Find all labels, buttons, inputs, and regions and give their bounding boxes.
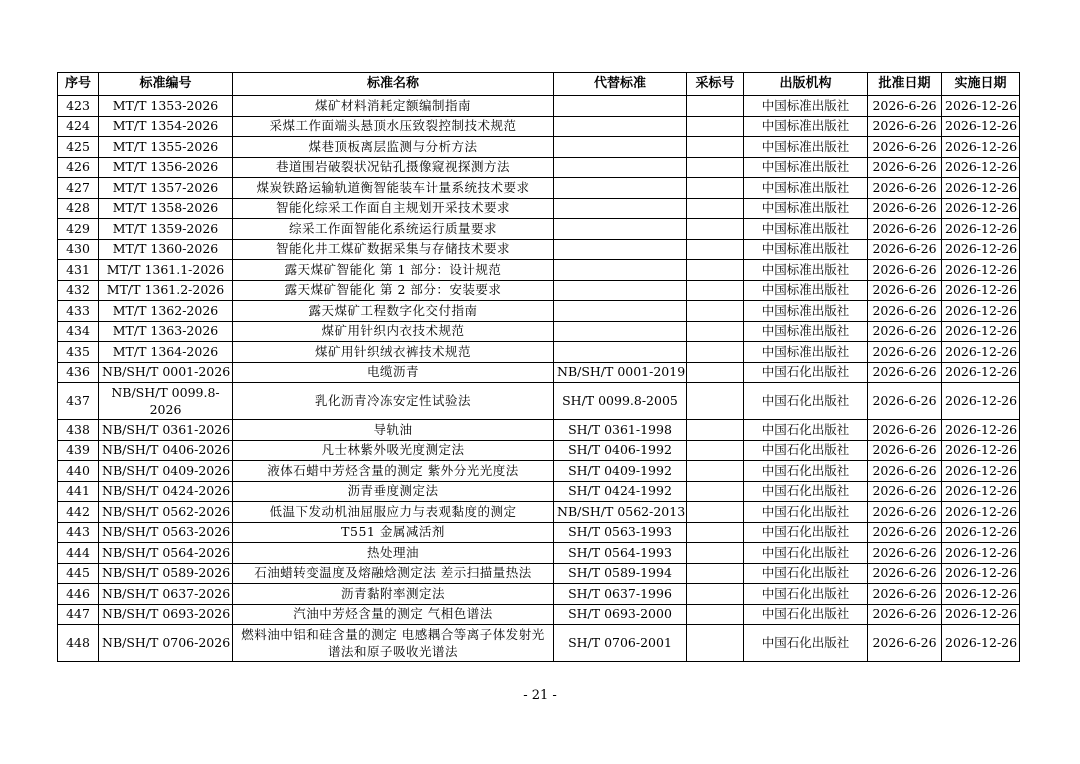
cell-approve-date: 2026-6-26 [868, 239, 942, 260]
cell-approve-date: 2026-6-26 [868, 137, 942, 158]
cell-replaces [554, 219, 687, 240]
cell-seq: 445 [58, 563, 99, 584]
cell-code: NB/SH/T 0099.8-2026 [99, 383, 233, 420]
cell-effective-date: 2026-12-26 [942, 198, 1020, 219]
cell-approve-date: 2026-6-26 [868, 362, 942, 383]
cell-code: MT/T 1361.1-2026 [99, 260, 233, 281]
cell-effective-date: 2026-12-26 [942, 280, 1020, 301]
cell-name: 智能化综采工作面自主规划开采技术要求 [233, 198, 554, 219]
cell-approve-date: 2026-6-26 [868, 178, 942, 199]
cell-approve-date: 2026-6-26 [868, 522, 942, 543]
cell-effective-date: 2026-12-26 [942, 461, 1020, 482]
cell-approve-date: 2026-6-26 [868, 604, 942, 625]
cell-approve-date: 2026-6-26 [868, 321, 942, 342]
cell-name: 低温下发动机油屈服应力与表观黏度的测定 [233, 502, 554, 523]
table-row [58, 625, 1020, 662]
cell-adopted [687, 481, 744, 502]
table-row [58, 116, 1020, 137]
cell-effective-date: 2026-12-26 [942, 502, 1020, 523]
table-row [58, 260, 1020, 281]
cell-approve-date: 2026-6-26 [868, 563, 942, 584]
header-adopted: 采标号 [687, 73, 744, 96]
table-row [58, 96, 1020, 117]
cell-approve-date: 2026-6-26 [868, 260, 942, 281]
cell-approve-date: 2026-6-26 [868, 157, 942, 178]
cell-publisher: 中国标准出版社 [744, 260, 868, 281]
cell-seq: 435 [58, 342, 99, 363]
cell-effective-date: 2026-12-26 [942, 543, 1020, 564]
cell-seq: 443 [58, 522, 99, 543]
cell-adopted [687, 219, 744, 240]
cell-adopted [687, 137, 744, 158]
cell-seq: 448 [58, 625, 99, 662]
cell-effective-date: 2026-12-26 [942, 342, 1020, 363]
table-row [58, 543, 1020, 564]
cell-publisher: 中国石化出版社 [744, 420, 868, 441]
cell-publisher: 中国石化出版社 [744, 584, 868, 605]
cell-code: NB/SH/T 0589-2026 [99, 563, 233, 584]
cell-adopted [687, 604, 744, 625]
table-row [58, 157, 1020, 178]
cell-publisher: 中国石化出版社 [744, 625, 868, 662]
cell-seq: 424 [58, 116, 99, 137]
cell-effective-date: 2026-12-26 [942, 563, 1020, 584]
table-row [58, 563, 1020, 584]
cell-adopted [687, 198, 744, 219]
table-row [58, 239, 1020, 260]
cell-name: 燃料油中铝和硅含量的测定 电感耦合等离子体发射光谱法和原子吸收光谱法 [233, 625, 554, 662]
cell-adopted [687, 260, 744, 281]
cell-code: NB/SH/T 0001-2026 [99, 362, 233, 383]
cell-adopted [687, 362, 744, 383]
cell-name: 沥青黏附率测定法 [233, 584, 554, 605]
cell-effective-date: 2026-12-26 [942, 383, 1020, 420]
table-row [58, 301, 1020, 322]
cell-replaces [554, 301, 687, 322]
cell-code: MT/T 1358-2026 [99, 198, 233, 219]
cell-approve-date: 2026-6-26 [868, 420, 942, 441]
header-code: 标准编号 [99, 73, 233, 96]
cell-approve-date: 2026-6-26 [868, 584, 942, 605]
header-publisher: 出版机构 [744, 73, 868, 96]
cell-name: 汽油中芳烃含量的测定 气相色谱法 [233, 604, 554, 625]
cell-adopted [687, 96, 744, 117]
cell-replaces [554, 116, 687, 137]
cell-code: MT/T 1359-2026 [99, 219, 233, 240]
cell-effective-date: 2026-12-26 [942, 522, 1020, 543]
cell-seq: 440 [58, 461, 99, 482]
cell-name: 智能化井工煤矿数据采集与存储技术要求 [233, 239, 554, 260]
cell-name: 露天煤矿智能化 第 2 部分：安装要求 [233, 280, 554, 301]
cell-effective-date: 2026-12-26 [942, 625, 1020, 662]
cell-name: 巷道围岩破裂状况钻孔摄像窥视探测方法 [233, 157, 554, 178]
cell-replaces [554, 239, 687, 260]
cell-code: NB/SH/T 0637-2026 [99, 584, 233, 605]
cell-replaces: SH/T 0406-1992 [554, 440, 687, 461]
cell-effective-date: 2026-12-26 [942, 604, 1020, 625]
cell-code: NB/SH/T 0361-2026 [99, 420, 233, 441]
table-row [58, 137, 1020, 158]
cell-publisher: 中国标准出版社 [744, 198, 868, 219]
cell-effective-date: 2026-12-26 [942, 239, 1020, 260]
cell-approve-date: 2026-6-26 [868, 543, 942, 564]
cell-code: NB/SH/T 0424-2026 [99, 481, 233, 502]
header-replaces: 代替标准 [554, 73, 687, 96]
table-header-row [58, 73, 1020, 96]
cell-adopted [687, 522, 744, 543]
cell-approve-date: 2026-6-26 [868, 502, 942, 523]
cell-replaces: SH/T 0637-1996 [554, 584, 687, 605]
cell-code: MT/T 1364-2026 [99, 342, 233, 363]
cell-publisher: 中国石化出版社 [744, 502, 868, 523]
cell-name: 乳化沥青冷冻安定性试验法 [233, 383, 554, 420]
cell-code: MT/T 1354-2026 [99, 116, 233, 137]
cell-name: 石油蜡转变温度及熔融焓测定法 差示扫描量热法 [233, 563, 554, 584]
header-approve-date: 批准日期 [868, 73, 942, 96]
cell-adopted [687, 342, 744, 363]
cell-publisher: 中国石化出版社 [744, 481, 868, 502]
cell-publisher: 中国标准出版社 [744, 342, 868, 363]
cell-replaces: SH/T 0693-2000 [554, 604, 687, 625]
cell-adopted [687, 543, 744, 564]
cell-name: 综采工作面智能化系统运行质量要求 [233, 219, 554, 240]
cell-publisher: 中国石化出版社 [744, 440, 868, 461]
cell-effective-date: 2026-12-26 [942, 301, 1020, 322]
cell-code: NB/SH/T 0406-2026 [99, 440, 233, 461]
cell-seq: 426 [58, 157, 99, 178]
cell-name: 热处理油 [233, 543, 554, 564]
cell-seq: 446 [58, 584, 99, 605]
cell-effective-date: 2026-12-26 [942, 219, 1020, 240]
cell-name: 煤炭铁路运输轨道衡智能装车计量系统技术要求 [233, 178, 554, 199]
cell-name: 导轨油 [233, 420, 554, 441]
cell-publisher: 中国标准出版社 [744, 301, 868, 322]
cell-seq: 427 [58, 178, 99, 199]
cell-approve-date: 2026-6-26 [868, 96, 942, 117]
cell-seq: 428 [58, 198, 99, 219]
cell-adopted [687, 420, 744, 441]
table-row [58, 420, 1020, 441]
cell-adopted [687, 625, 744, 662]
table-row [58, 342, 1020, 363]
cell-effective-date: 2026-12-26 [942, 420, 1020, 441]
cell-replaces: NB/SH/T 0001-2019 [554, 362, 687, 383]
table-row [58, 219, 1020, 240]
cell-publisher: 中国石化出版社 [744, 522, 868, 543]
table-row [58, 502, 1020, 523]
cell-seq: 439 [58, 440, 99, 461]
table-row [58, 522, 1020, 543]
table-row [58, 461, 1020, 482]
cell-adopted [687, 280, 744, 301]
cell-replaces [554, 157, 687, 178]
cell-replaces: SH/T 0589-1994 [554, 563, 687, 584]
cell-adopted [687, 502, 744, 523]
cell-adopted [687, 440, 744, 461]
cell-replaces [554, 342, 687, 363]
cell-replaces: SH/T 0099.8-2005 [554, 383, 687, 420]
cell-replaces [554, 198, 687, 219]
cell-code: MT/T 1353-2026 [99, 96, 233, 117]
cell-adopted [687, 461, 744, 482]
cell-effective-date: 2026-12-26 [942, 96, 1020, 117]
cell-seq: 442 [58, 502, 99, 523]
cell-code: NB/SH/T 0563-2026 [99, 522, 233, 543]
cell-code: NB/SH/T 0562-2026 [99, 502, 233, 523]
cell-name: 煤矿材料消耗定额编制指南 [233, 96, 554, 117]
table-row [58, 604, 1020, 625]
cell-effective-date: 2026-12-26 [942, 321, 1020, 342]
cell-name: 煤矿用针织绒衣裤技术规范 [233, 342, 554, 363]
header-effective-date: 实施日期 [942, 73, 1020, 96]
cell-publisher: 中国石化出版社 [744, 604, 868, 625]
cell-seq: 430 [58, 239, 99, 260]
cell-adopted [687, 157, 744, 178]
cell-adopted [687, 383, 744, 420]
cell-name: 煤巷顶板离层监测与分析方法 [233, 137, 554, 158]
cell-replaces: SH/T 0564-1993 [554, 543, 687, 564]
cell-seq: 444 [58, 543, 99, 564]
cell-code: NB/SH/T 0564-2026 [99, 543, 233, 564]
cell-code: MT/T 1361.2-2026 [99, 280, 233, 301]
cell-replaces [554, 178, 687, 199]
cell-code: MT/T 1360-2026 [99, 239, 233, 260]
cell-replaces: SH/T 0361-1998 [554, 420, 687, 441]
cell-replaces: SH/T 0563-1993 [554, 522, 687, 543]
cell-code: MT/T 1362-2026 [99, 301, 233, 322]
cell-seq: 429 [58, 219, 99, 240]
cell-replaces [554, 137, 687, 158]
cell-approve-date: 2026-6-26 [868, 198, 942, 219]
cell-publisher: 中国标准出版社 [744, 157, 868, 178]
cell-seq: 437 [58, 383, 99, 420]
cell-effective-date: 2026-12-26 [942, 584, 1020, 605]
cell-effective-date: 2026-12-26 [942, 178, 1020, 199]
cell-code: MT/T 1356-2026 [99, 157, 233, 178]
cell-publisher: 中国标准出版社 [744, 219, 868, 240]
cell-seq: 425 [58, 137, 99, 158]
cell-code: MT/T 1363-2026 [99, 321, 233, 342]
cell-replaces: SH/T 0409-1992 [554, 461, 687, 482]
header-name: 标准名称 [233, 73, 554, 96]
cell-replaces [554, 96, 687, 117]
cell-name: 沥青垂度测定法 [233, 481, 554, 502]
cell-approve-date: 2026-6-26 [868, 219, 942, 240]
table-row [58, 481, 1020, 502]
table-row [58, 440, 1020, 461]
cell-name: 露天煤矿工程数字化交付指南 [233, 301, 554, 322]
cell-replaces: SH/T 0706-2001 [554, 625, 687, 662]
cell-name: 液体石蜡中芳烃含量的测定 紫外分光光度法 [233, 461, 554, 482]
cell-effective-date: 2026-12-26 [942, 362, 1020, 383]
cell-approve-date: 2026-6-26 [868, 625, 942, 662]
cell-name: 电缆沥青 [233, 362, 554, 383]
cell-publisher: 中国标准出版社 [744, 137, 868, 158]
table-row [58, 321, 1020, 342]
cell-replaces [554, 280, 687, 301]
cell-name: 露天煤矿智能化 第 1 部分：设计规范 [233, 260, 554, 281]
cell-approve-date: 2026-6-26 [868, 280, 942, 301]
cell-adopted [687, 301, 744, 322]
cell-seq: 438 [58, 420, 99, 441]
cell-replaces [554, 260, 687, 281]
cell-replaces: NB/SH/T 0562-2013 [554, 502, 687, 523]
cell-effective-date: 2026-12-26 [942, 137, 1020, 158]
cell-approve-date: 2026-6-26 [868, 383, 942, 420]
cell-seq: 423 [58, 96, 99, 117]
cell-publisher: 中国标准出版社 [744, 321, 868, 342]
table-row [58, 584, 1020, 605]
cell-seq: 436 [58, 362, 99, 383]
cell-adopted [687, 178, 744, 199]
cell-effective-date: 2026-12-26 [942, 440, 1020, 461]
cell-adopted [687, 116, 744, 137]
cell-publisher: 中国石化出版社 [744, 543, 868, 564]
table-row [58, 178, 1020, 199]
cell-publisher: 中国标准出版社 [744, 96, 868, 117]
cell-code: MT/T 1357-2026 [99, 178, 233, 199]
cell-seq: 432 [58, 280, 99, 301]
cell-seq: 431 [58, 260, 99, 281]
cell-seq: 441 [58, 481, 99, 502]
cell-effective-date: 2026-12-26 [942, 157, 1020, 178]
header-seq: 序号 [58, 73, 99, 96]
cell-code: NB/SH/T 0693-2026 [99, 604, 233, 625]
cell-replaces: SH/T 0424-1992 [554, 481, 687, 502]
cell-code: NB/SH/T 0706-2026 [99, 625, 233, 662]
page-number: - 21 - [523, 688, 557, 703]
cell-adopted [687, 584, 744, 605]
cell-approve-date: 2026-6-26 [868, 440, 942, 461]
cell-name: 煤矿用针织内衣技术规范 [233, 321, 554, 342]
cell-effective-date: 2026-12-26 [942, 260, 1020, 281]
cell-effective-date: 2026-12-26 [942, 481, 1020, 502]
cell-effective-date: 2026-12-26 [942, 116, 1020, 137]
cell-replaces [554, 321, 687, 342]
cell-name: 采煤工作面端头悬顶水压致裂控制技术规范 [233, 116, 554, 137]
cell-publisher: 中国石化出版社 [744, 461, 868, 482]
cell-seq: 433 [58, 301, 99, 322]
cell-publisher: 中国标准出版社 [744, 239, 868, 260]
cell-approve-date: 2026-6-26 [868, 301, 942, 322]
cell-approve-date: 2026-6-26 [868, 342, 942, 363]
cell-code: NB/SH/T 0409-2026 [99, 461, 233, 482]
standards-table [57, 72, 1020, 662]
cell-publisher: 中国标准出版社 [744, 280, 868, 301]
cell-approve-date: 2026-6-26 [868, 461, 942, 482]
cell-publisher: 中国石化出版社 [744, 383, 868, 420]
cell-code: MT/T 1355-2026 [99, 137, 233, 158]
cell-name: T551 金属减活剂 [233, 522, 554, 543]
table-body [58, 96, 1020, 662]
cell-approve-date: 2026-6-26 [868, 116, 942, 137]
table-row [58, 362, 1020, 383]
cell-publisher: 中国标准出版社 [744, 116, 868, 137]
cell-adopted [687, 321, 744, 342]
cell-seq: 434 [58, 321, 99, 342]
cell-seq: 447 [58, 604, 99, 625]
table-row [58, 198, 1020, 219]
cell-adopted [687, 239, 744, 260]
cell-adopted [687, 563, 744, 584]
table-row [58, 383, 1020, 420]
cell-name: 凡士林紫外吸光度测定法 [233, 440, 554, 461]
table-row [58, 280, 1020, 301]
cell-publisher: 中国石化出版社 [744, 563, 868, 584]
cell-publisher: 中国标准出版社 [744, 178, 868, 199]
cell-publisher: 中国石化出版社 [744, 362, 868, 383]
cell-approve-date: 2026-6-26 [868, 481, 942, 502]
